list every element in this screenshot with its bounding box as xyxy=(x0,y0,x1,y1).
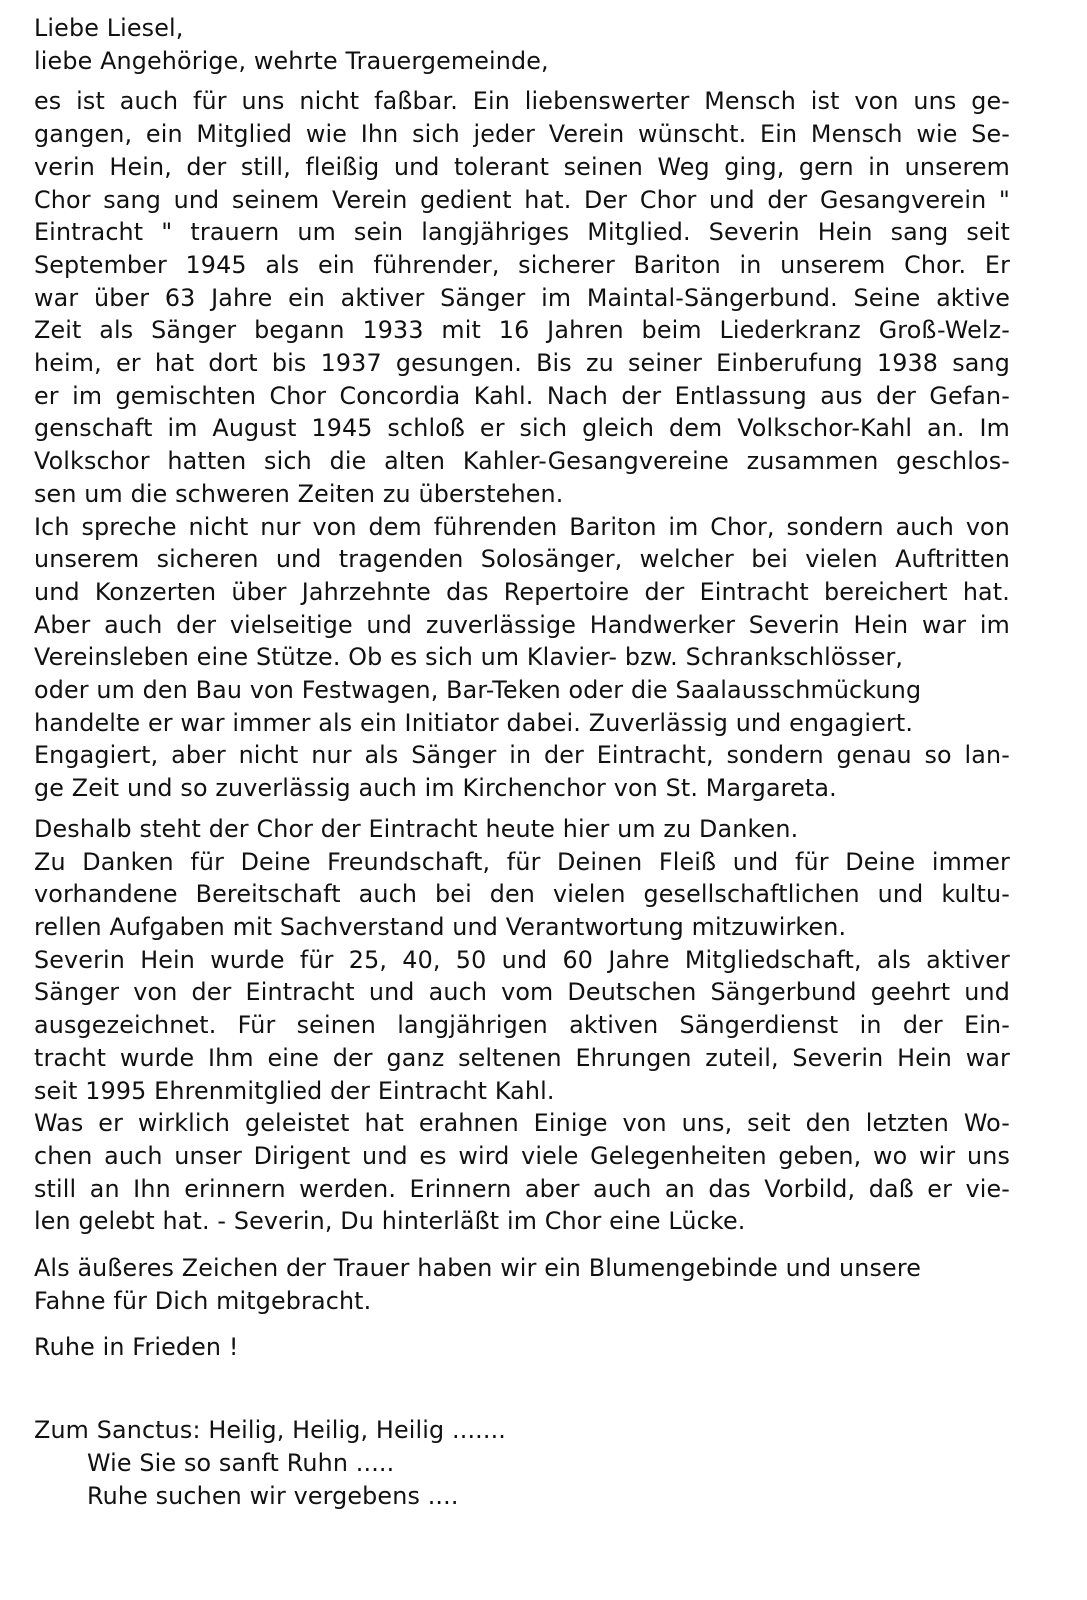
paragraph-3 xyxy=(34,1252,1010,1317)
text-line: rellen Aufgaben mit Sachverstand und Verantwortung mitzuwirken. xyxy=(34,912,847,941)
text-line: chen auch unser Dirigent und es wird viele Gelegenheiten geben, wo wir uns xyxy=(34,1141,1010,1170)
text-line: tracht wurde Ihm eine der ganz seltenen Ehrungen zuteil, Severin Hein war xyxy=(34,1043,1010,1072)
text-line: ausgezeichnet. Für seinen langjährigen aktiven Sängerdienst in der Ein- xyxy=(34,1011,1010,1040)
text-line: gangen, ein Mitglied wie Ihn sich jeder Verein wünscht. Ein Mensch wie Se- xyxy=(34,120,1010,149)
text-line: es ist auch für uns nicht faßbar. Ein liebenswerter Mensch ist von uns ge- xyxy=(34,87,1010,116)
text-line: Vereinsleben eine Stütze. Ob es sich um Klavier- bzw. Schrankschlösser, xyxy=(34,643,904,672)
text-line: verin Hein, der still, fleißig und tolerant seinen Weg ging, gern in unserem xyxy=(34,152,1010,181)
text-line: unserem sicheren und tragenden Solosänger, welcher bei vielen Auftritten xyxy=(34,545,1010,574)
text-line: er im gemischten Chor Concordia Kahl. Nach der Entlassung aus der Gefan- xyxy=(34,381,1010,410)
farewell-line: Ruhe in Frieden ! xyxy=(34,1333,239,1362)
text-line: Deshalb steht der Chor der Eintracht heute hier um zu Danken. xyxy=(34,814,799,843)
salutation-line: Liebe Liesel, xyxy=(34,14,184,42)
text-line: oder um den Bau von Festwagen, Bar-Teken oder die Saalausschmückung xyxy=(34,676,922,705)
text-line: Volkschor hatten sich die alten Kahler-Gesangvereine zusammen geschlos- xyxy=(34,447,1010,476)
sanctus-line: Wie Sie so sanft Ruhn ..... xyxy=(87,1448,395,1477)
text-line: still an Ihn erinnern werden. Erinnern aber auch an das Vorbild, daß er vie- xyxy=(34,1174,1010,1203)
text-line: Chor sang und seinem Verein gedient hat. Der Chor und der Gesangverein " xyxy=(34,185,1010,214)
text-line: Engagiert, aber nicht nur als Sänger in der Eintracht, sondern genau so lan- xyxy=(34,741,1010,770)
paragraph-1 xyxy=(34,85,1010,804)
text-line: Zu Danken für Deine Freundschaft, für Deinen Fleiß und für Deine immer xyxy=(34,847,1010,876)
text-line: vorhandene Bereitschaft auch bei den vielen gesellschaftlichen und kultu- xyxy=(34,880,1010,909)
text-line: war über 63 Jahre ein aktiver Sänger im Maintal-Sängerbund. Seine aktive xyxy=(34,283,1010,312)
text-line: ge Zeit und so zuverlässig auch im Kirchenchor von St. Margareta. xyxy=(34,774,837,803)
text-line: Eintracht " trauern um sein langjähriges Mitglied. Severin Hein sang seit xyxy=(34,218,1010,247)
text-line: Ich spreche nicht nur von dem führenden Bariton im Chor, sondern auch von xyxy=(34,512,1010,541)
text-line: und Konzerten über Jahrzehnte das Repertoire der Eintracht bereichert hat. xyxy=(34,577,1010,606)
text-line: Sänger von der Eintracht und auch vom Deutschen Sängerbund geehrt und xyxy=(34,978,1010,1007)
salutation-line: liebe Angehörige, wehrte Trauergemeinde, xyxy=(34,46,549,75)
text-line: Severin Hein wurde für 25, 40, 50 und 60 Jahre Mitgliedschaft, als aktiver xyxy=(34,945,1010,974)
text-line: Als äußeres Zeichen der Trauer haben wir ein Blumengebinde und unsere xyxy=(34,1254,922,1283)
text-line: sen um die schweren Zeiten zu überstehen. xyxy=(34,479,564,508)
text-line: Was er wirklich geleistet hat erahnen Einige von uns, seit den letzten Wo- xyxy=(34,1109,1010,1138)
text-line: len gelebt hat. - Severin, Du hinterläßt im Chor eine Lücke. xyxy=(34,1207,746,1236)
letter-document xyxy=(34,12,1010,1512)
text-line: handelte er war immer als ein Initiator dabei. Zuverlässig und engagiert. xyxy=(34,708,914,737)
text-line: September 1945 als ein führender, sicherer Bariton in unserem Chor. Er xyxy=(34,250,1010,279)
text-line: Zeit als Sänger begann 1933 mit 16 Jahren beim Liederkranz Groß-Welz- xyxy=(34,316,1010,345)
salutation xyxy=(34,12,1010,77)
text-line: heim, er hat dort bis 1937 gesungen. Bis zu seiner Einberufung 1938 sang xyxy=(34,349,1010,378)
text-line: genschaft im August 1945 schloß er sich gleich dem Volkschor-Kahl an. Im xyxy=(34,414,1010,443)
text-line: seit 1995 Ehrenmitglied der Eintracht Kahl. xyxy=(34,1076,555,1105)
text-line: Aber auch der vielseitige und zuverlässige Handwerker Severin Hein war im xyxy=(34,610,1010,639)
sanctus-block xyxy=(34,1414,1010,1512)
text-line: Fahne für Dich mitgebracht. xyxy=(34,1286,372,1315)
paragraph-2 xyxy=(34,813,1010,1238)
sanctus-intro: Zum Sanctus: Heilig, Heilig, Heilig ....... xyxy=(34,1416,507,1445)
sanctus-line: Ruhe suchen wir vergebens .... xyxy=(87,1481,459,1510)
